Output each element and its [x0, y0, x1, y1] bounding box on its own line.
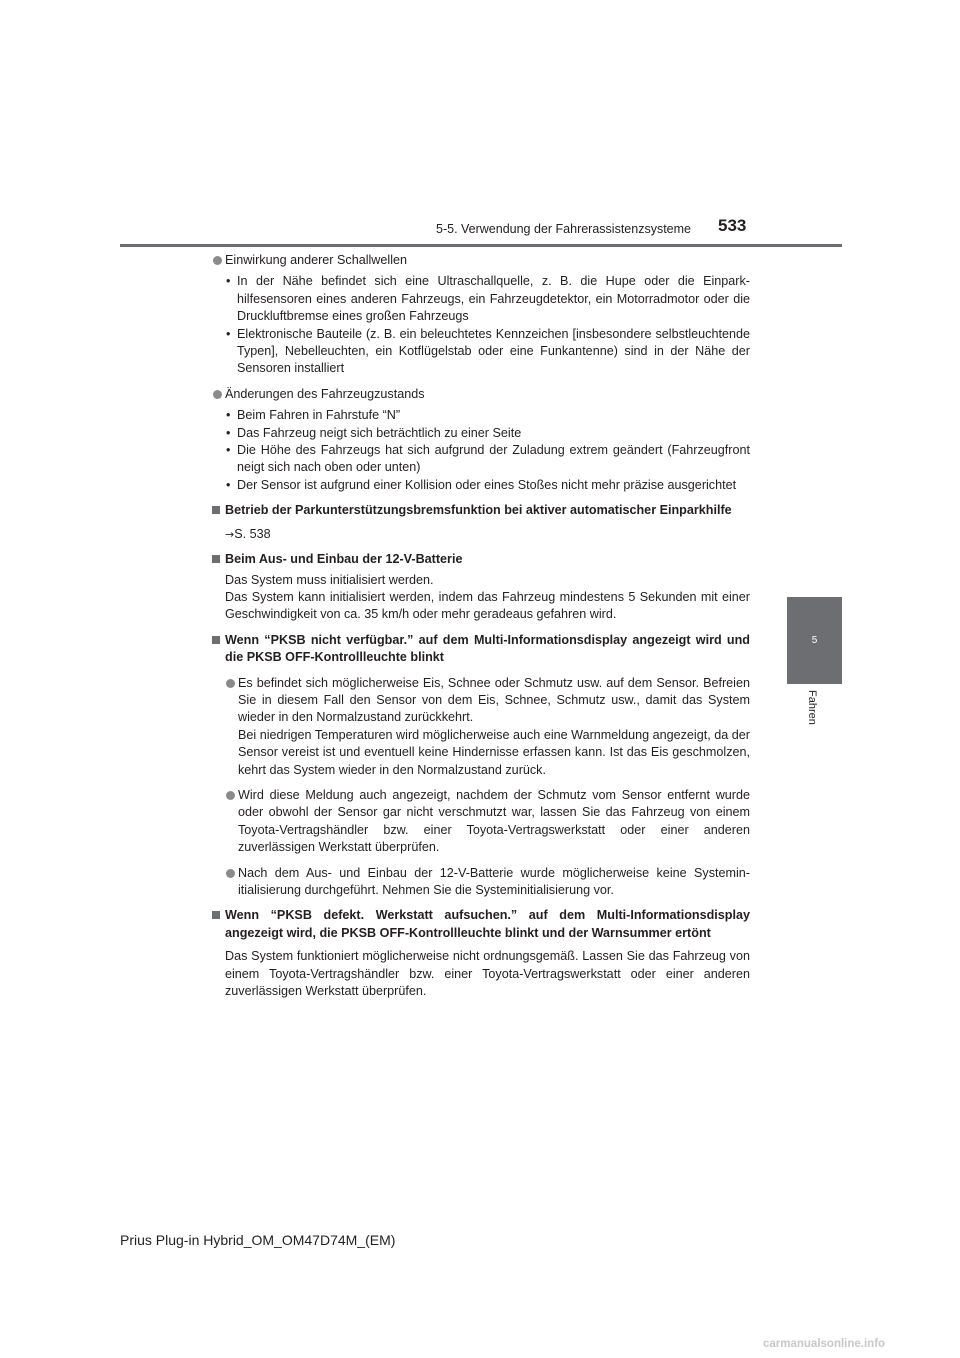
watermark: carmanualsonline.info: [763, 1338, 886, 1350]
bullet-text: Es befindet sich möglicherweise Eis, Schnee oder Schmutz usw. auf dem Sensor. Befreien Sie in diesem Fall den Sensor von dem Eis, Schnee, Schmutz usw., damit das System wieder in den Normalzustand zurückkehrt.: [238, 675, 750, 725]
list-item: • In der Nähe befindet sich eine Ultraschallquelle, z. B. die Hupe oder die Einparkhilfesensoren eines anderen Fahrzeugs, ein Fahrzeugdetektor, ein Motorradmotor oder die Druckluftbremse eines großen Fahrzeugs: [212, 273, 750, 325]
chapter-label: Fahren: [806, 690, 818, 725]
bullet-item: Einwirkung anderer Schallwellen: [212, 252, 750, 269]
list-item: • Das Fahrzeug neigt sich beträchtlich zu einer Seite: [212, 425, 750, 442]
list-item: • Die Höhe des Fahrzeugs hat sich aufgrund der Zuladung extrem geändert (Fahrzeugfront neigt sich nach oben oder unten): [212, 442, 750, 477]
sub-list: [212, 407, 750, 494]
bullet-text: Bei niedrigen Temperaturen wird möglicherweise auch eine Warnmeldung angezeigt, da der Sensor vereist ist und eventuell keine Hindernisse erfassen kann. Ist das Eis geschmolzen, kehrt das System wieder in den Normalzustand zurück.: [238, 727, 750, 777]
page-content: [212, 252, 750, 1000]
bullet-item: Änderungen des Fahrzeugzustands: [212, 386, 750, 403]
section-heading: Betrieb der Parkunterstützungsbremsfunktion bei aktiver automatischer Einparkhilfe: [212, 502, 750, 519]
arrow-right-icon: →: [225, 527, 235, 541]
section-heading: Wenn “PKSB nicht verfügbar.” auf dem Multi-Informationsdisplay angezeigt wird und die PKSB OFF-Kontrollleuchte blinkt: [212, 632, 750, 667]
paragraph: Das System funktioniert möglicherweise nicht ordnungsgemäß. Lassen Sie das Fahrzeug von einem Toyota-Vertragshändler bzw. einer Toyota-Vertragswerkstatt oder einer anderen zuverlässigen Werkstatt überprüfen.: [225, 949, 750, 999]
list-item: • Der Sensor ist aufgrund einer Kollision oder eines Stoßes nicht mehr präzise ausgerichtet: [212, 477, 750, 494]
bullet-item: Nach dem Aus- und Einbau der 12-V-Batterie wurde möglicherweise keine Systeminitialisierung durchgeführt. Nehmen Sie die Systeminitialisierung vor.: [225, 865, 750, 900]
bullet-group: [212, 675, 750, 900]
chapter-tab: [787, 597, 842, 684]
chapter-number: 5: [811, 635, 818, 646]
bullet-item: [225, 675, 750, 779]
section-heading: Beim Aus- und Einbau der 12-V-Batterie: [212, 551, 750, 568]
bullet-item: Wird diese Meldung auch angezeigt, nachdem der Schmutz vom Sensor entfernt wurde oder obwohl der Sensor gar nicht verschmutzt war, lassen Sie das Fahrzeug von einem Toyota-Vertragshändler bzw. einer Toyota-Vertragswerkstatt oder einer anderen zuverlässigen Werkstatt überprüfen.: [225, 787, 750, 857]
header-divider: [120, 244, 842, 247]
reference-text: S. 538: [234, 526, 271, 541]
section-heading: Wenn “PKSB defekt. Werkstatt aufsuchen.” auf dem Multi-Informationsdisplay angezeigt wird, die PKSB OFF-Kontrollleuchte blinkt und der Warnsummer ertönt: [212, 907, 750, 942]
page-number: 533: [718, 216, 747, 235]
list-item: • Beim Fahren in Fahrstufe “N”: [212, 407, 750, 424]
paragraph: Das System muss initialisiert werden.: [225, 572, 434, 587]
list-item: • Elektronische Bauteile (z. B. ein beleuchtetes Kennzeichen [insbesondere selbstleuchtende Typen], Nebelleuchten, ein Kotflügelstab oder eine Funkantenne) sind in der Nähe der Sensoren installiert: [212, 326, 750, 378]
paragraph: Das System kann initialisiert werden, indem das Fahrzeug mindestens 5 Sekunden mit einer Geschwindigkeit von ca. 35 km/h oder mehr geradeaus gefahren wird.: [225, 589, 750, 622]
footer-text: Prius Plug-in Hybrid_OM_OM47D74M_(EM): [120, 1232, 396, 1248]
sub-list: [212, 273, 750, 377]
page-header-title: 5-5. Verwendung der Fahrerassistenzsysteme: [436, 222, 691, 236]
page-reference[interactable]: [212, 526, 750, 543]
